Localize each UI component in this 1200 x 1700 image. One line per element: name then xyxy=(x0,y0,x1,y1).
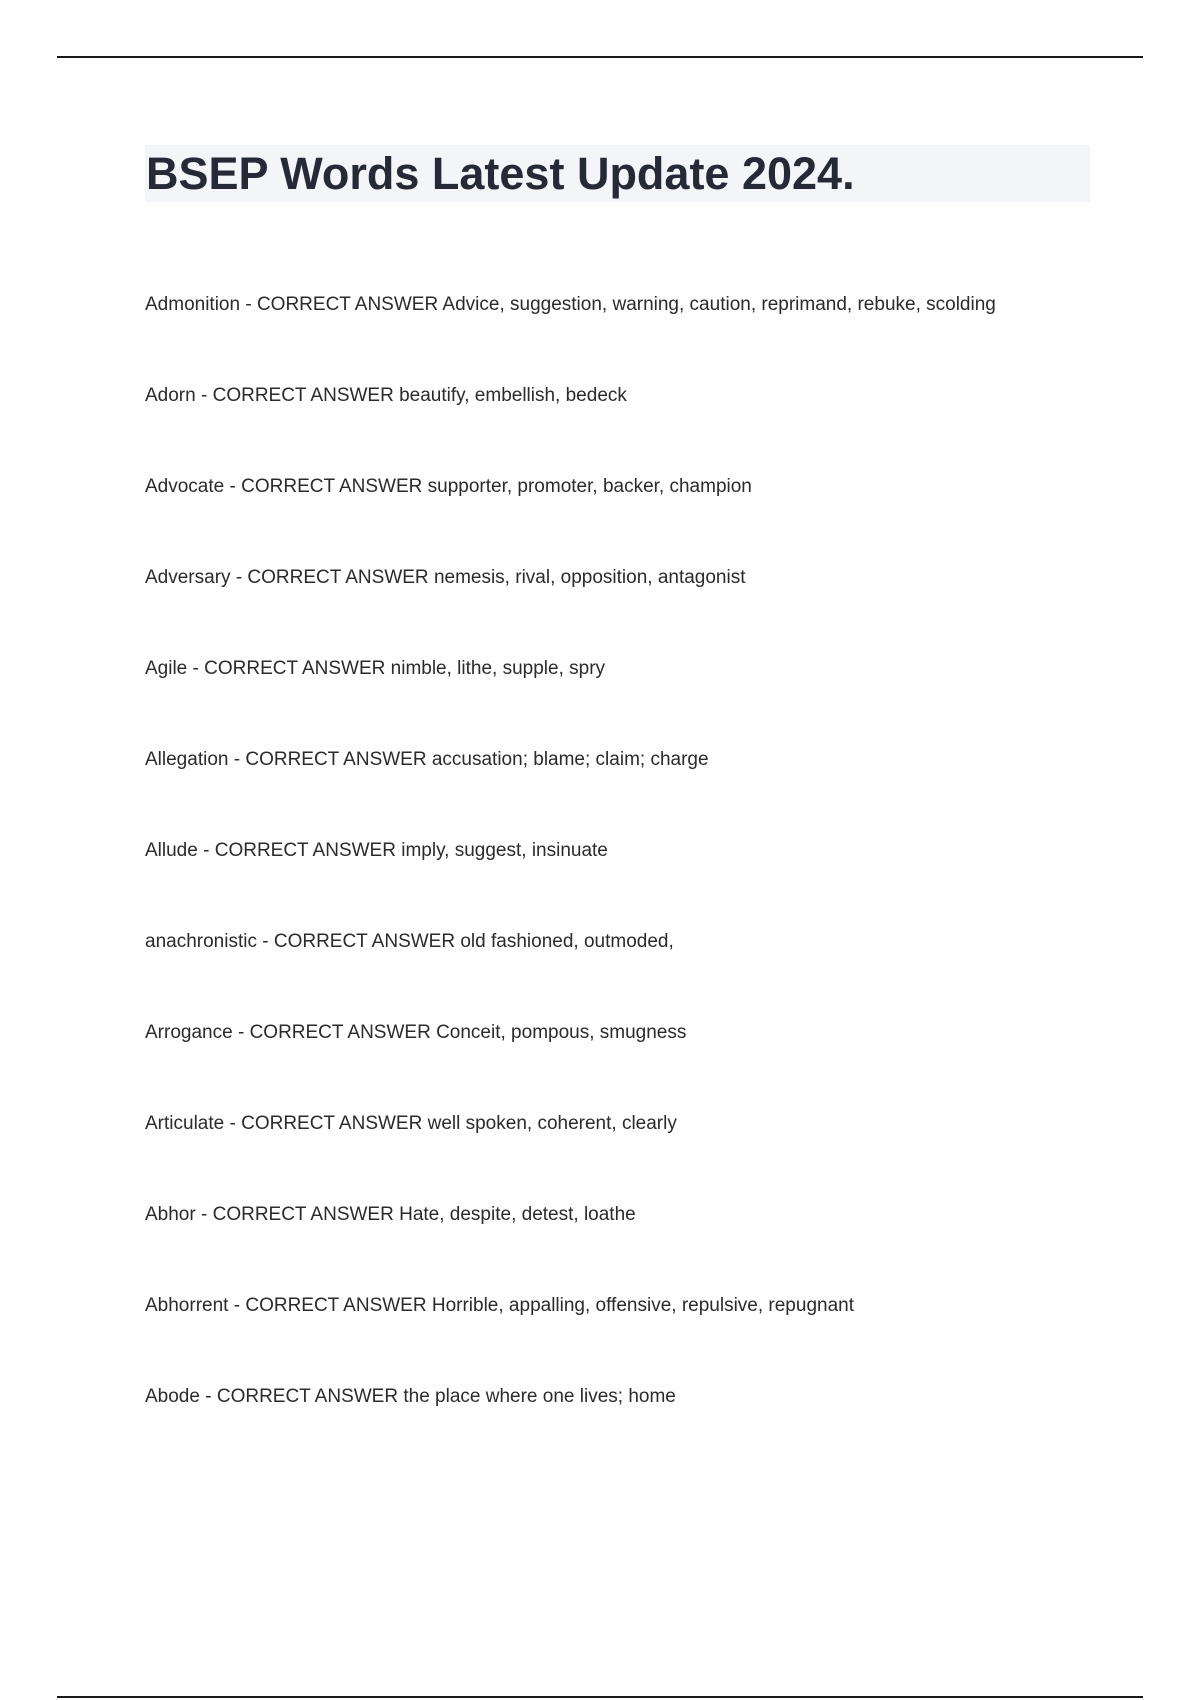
entry-term: Abhor xyxy=(145,1204,196,1225)
vocabulary-entry xyxy=(145,654,1105,745)
vocabulary-entry xyxy=(145,290,1105,381)
entry-separator: - xyxy=(192,658,199,679)
entry-answer: supporter, promoter, backer, champion xyxy=(427,476,752,497)
entry-answer-tag: CORRECT ANSWER xyxy=(245,1295,427,1316)
entry-answer-tag: CORRECT ANSWER xyxy=(249,1022,431,1043)
entry-term: Advocate xyxy=(145,476,225,497)
entry-answer-tag: CORRECT ANSWER xyxy=(212,385,394,406)
vocabulary-entry xyxy=(145,563,1105,654)
entry-separator: - xyxy=(262,931,269,952)
entry-term: Arrogance xyxy=(145,1022,233,1043)
entry-separator: - xyxy=(233,1295,241,1316)
entry-term: Allegation xyxy=(145,749,229,770)
entry-answer-tag: CORRECT ANSWER xyxy=(241,1113,423,1134)
vocabulary-entry xyxy=(145,745,1105,836)
entry-term: Abhorrent xyxy=(145,1295,229,1316)
entry-term: Articulate xyxy=(145,1113,225,1134)
vocabulary-entry xyxy=(145,472,1105,563)
entry-answer-tag: CORRECT ANSWER xyxy=(216,1386,399,1407)
entry-answer: old fashioned, outmoded, xyxy=(460,931,674,952)
entry-answer-tag: CORRECT ANSWER xyxy=(212,1204,394,1225)
entry-term: Admonition xyxy=(145,294,241,315)
entry-separator: - xyxy=(237,1022,245,1043)
entry-answer-tag: CORRECT ANSWER xyxy=(204,658,386,679)
entry-term: anachronistic xyxy=(145,931,257,952)
vocabulary-entry xyxy=(145,1382,1105,1473)
entry-separator: - xyxy=(203,840,210,861)
entry-separator: - xyxy=(200,385,208,406)
entry-term: Allude xyxy=(145,840,198,861)
entry-answer: Hate, despite, detest, loathe xyxy=(399,1204,636,1225)
document-title: BSEP Words Latest Update 2024. xyxy=(146,148,855,199)
entry-separator: - xyxy=(235,567,243,588)
header-rule xyxy=(57,56,1143,58)
entry-answer: accusation; blame; claim; charge xyxy=(431,749,709,770)
entry-separator: - xyxy=(229,1113,236,1134)
entry-answer: Conceit, pompous, smugness xyxy=(436,1022,687,1043)
entry-answer-tag: CORRECT ANSWER xyxy=(273,931,456,952)
entry-separator: - xyxy=(200,1204,208,1225)
vocabulary-entry xyxy=(145,1018,1105,1109)
entry-answer-tag: CORRECT ANSWER xyxy=(214,840,396,861)
entry-separator: - xyxy=(229,476,236,497)
entry-answer-tag: CORRECT ANSWER xyxy=(256,294,439,315)
footer-rule xyxy=(57,1696,1143,1698)
entry-answer-tag: CORRECT ANSWER xyxy=(241,476,423,497)
entry-answer: well spoken, coherent, clearly xyxy=(427,1113,677,1134)
entry-separator: - xyxy=(233,749,241,770)
entry-separator: - xyxy=(245,294,252,315)
entry-answer-tag: CORRECT ANSWER xyxy=(247,567,429,588)
entry-separator: - xyxy=(205,1386,212,1407)
vocabulary-entry xyxy=(145,1200,1105,1291)
entry-answer: Horrible, appalling, offensive, repulsive, repugnant xyxy=(431,1295,854,1316)
vocabulary-entry xyxy=(145,836,1105,927)
entry-term: Agile xyxy=(145,658,188,679)
entry-answer: the place where one lives; home xyxy=(403,1386,676,1407)
entry-answer-tag: CORRECT ANSWER xyxy=(245,749,427,770)
entry-term: Adversary xyxy=(145,567,231,588)
vocabulary-entry xyxy=(145,381,1105,472)
vocabulary-entry xyxy=(145,927,1105,1018)
vocabulary-entry xyxy=(145,1109,1105,1200)
entry-answer: beautify, embellish, bedeck xyxy=(399,385,627,406)
entry-answer: nemesis, rival, opposition, antagonist xyxy=(433,567,746,588)
vocabulary-entry xyxy=(145,1291,1105,1382)
entry-answer: imply, suggest, insinuate xyxy=(401,840,608,861)
vocabulary-list xyxy=(145,290,1105,1473)
entry-term: Abode xyxy=(145,1386,200,1407)
entry-answer: Advice, suggestion, warning, caution, reprimand, rebuke, scolding xyxy=(442,294,996,315)
entry-term: Adorn xyxy=(145,385,196,406)
entry-answer: nimble, lithe, supple, spry xyxy=(390,658,606,679)
